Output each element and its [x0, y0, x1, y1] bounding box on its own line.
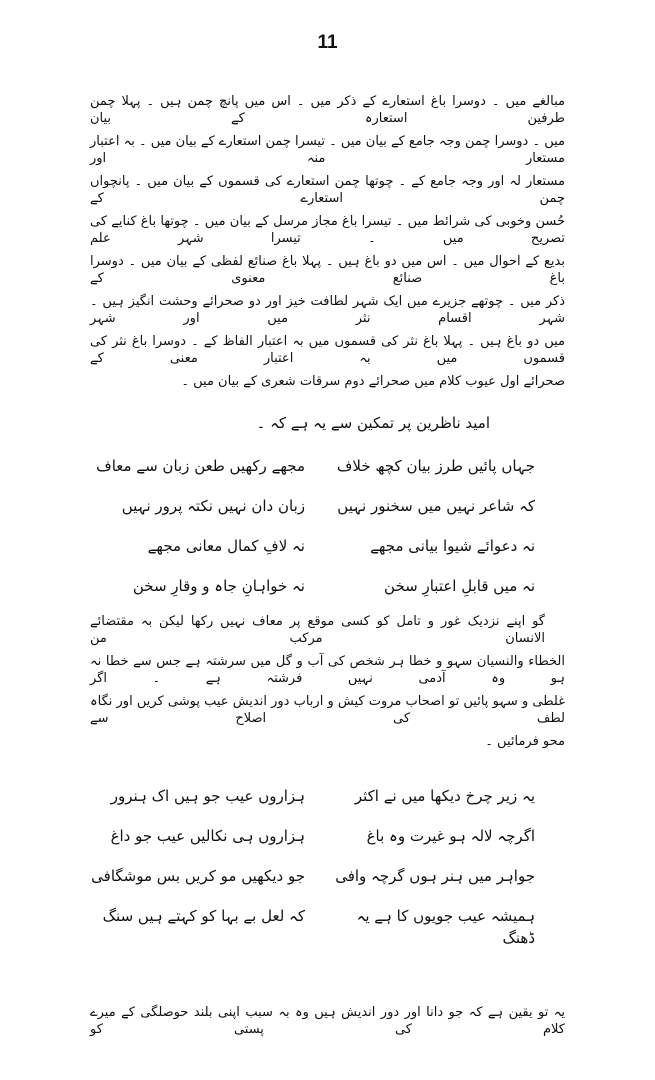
verse-left: مجھے رکھیں طعن زبان سے معاف [96, 457, 305, 475]
verse-left: زبان دان نہیں نکتہ پرور نہیں [121, 497, 305, 515]
verse-left: نہ خواہانِ جاہ و وقارِ سخن [132, 577, 305, 595]
text-line: غلطی و سہو پائیں تو اصحاب مروت کیش و ارباب دور اندیش عیب پوشی کریں اور نگاہ لطف کی اصلاح سے [90, 694, 565, 726]
page-number: 11 [317, 32, 338, 53]
verse-left: ہزاروں ہی نکالیں عیب جو داغ [110, 827, 305, 845]
verse-right: جہاں پائیں طرز بیان کچھ خلاف [336, 457, 535, 475]
text-line: صحرائے اول عیوب کلام میں صحرائے دوم سرقات شعری کے بیان میں ۔ [181, 374, 565, 389]
text-line: ذکر میں ۔ چوتھے جزیرے میں ایک شہر لطافت خیز اور دو صحرائے وحشت انگیز ہیں ۔ شہر اقسام نثر میں اور شہر [90, 294, 565, 326]
verse-right: ہمیشہ عیب جویوں کا ہے یہ ڈھنگ [356, 907, 535, 947]
verse-left: ہزاروں عیب جو ہیں اک ہنرور [110, 787, 305, 805]
verse-right: جواہر میں ہنر ہوں گرچہ وافی [335, 867, 535, 885]
text-line: میں ۔ دوسرا چمن وجہ جامع کے بیان میں ۔ تیسرا چمن استعارے کے بیان میں ۔ بہ اعتبار مستعار منہ اور [90, 134, 565, 166]
text-line: مبالغے میں ۔ دوسرا باغ استعارے کے ذکر میں ۔ اس میں پانچ چمن ہیں ۔ پہلا چمن طرفین استعارہ کے بیان [90, 94, 565, 126]
verse-left: جو دیکھیں مو کریں بس موشگافی [91, 867, 305, 885]
verse-left: نہ لافِ کمال معانی مجھے [147, 537, 305, 555]
text-line: بدیع کے احوال میں ۔ اس میں دو باغ ہیں ۔ پہلا باغ صنائع لفظی کے بیان میں ۔ دوسرا باغ صنائع معنوی کے [90, 254, 565, 286]
text-line: گو اپنے نزدیک غور و تامل کو کسی موقع پر معاف نہیں رکھا لیکن بہ مقتضائے الانسان مرکب من [90, 614, 545, 646]
text-line: حُسن وخوبی کی شرائط میں ۔ تیسرا باغ مجاز مرسل کے بیان میں ۔ چوتھا باغ کنایے کی تصریح میں ۔ تیسرا شہر علم [90, 214, 565, 246]
intro-line: امید ناظرین پر تمکین سے یہ ہے کہ ۔ [256, 414, 490, 432]
verse-right: اگرچہ لالہ ہو غیرت وہ باغ [366, 827, 535, 845]
closing-line: یہ تو یقین ہے کہ جو دانا اور دور اندیش ہیں وہ بہ سبب اپنی بلند حوصلگی کے میرے کلام کی پستی کو [90, 1005, 565, 1037]
verse-right: کہ شاعر نہیں میں سخنور نہیں [337, 497, 535, 515]
text-line: میں دو باغ ہیں ۔ پہلا باغ نثر کی قسموں میں بہ اعتبار الفاظ کے ۔ دوسرا باغ نثر کی قسموں میں بہ اعتبار معنی کے [90, 334, 565, 366]
verse-right: نہ دعوائے شیوا بیانی مجھے [370, 537, 535, 555]
text-line: الخطاء والنسیان سہو و خطا ہر شخص کی آب و گل میں سرشتہ ہے جس سے خطا نہ ہو وہ آدمی نہیں فرشتہ ہے ۔ اگر [90, 654, 565, 686]
verse-left: کہ لعل بے بہا کو کہتے ہیں سنگ [102, 907, 305, 925]
text-line: مستعار لہ اور وجہ جامع کے ۔ چوتھا چمن استعارے کی قسموں کے بیان میں ۔ پانچواں چمن استعارے کے [90, 174, 565, 206]
verse-right: یہ زیر چرخ دیکھا میں نے اکثر [354, 787, 535, 805]
verse-right: نہ میں قابلِ اعتبارِ سخن [384, 577, 535, 595]
text-line: محو فرمائیں ۔ [485, 734, 565, 749]
